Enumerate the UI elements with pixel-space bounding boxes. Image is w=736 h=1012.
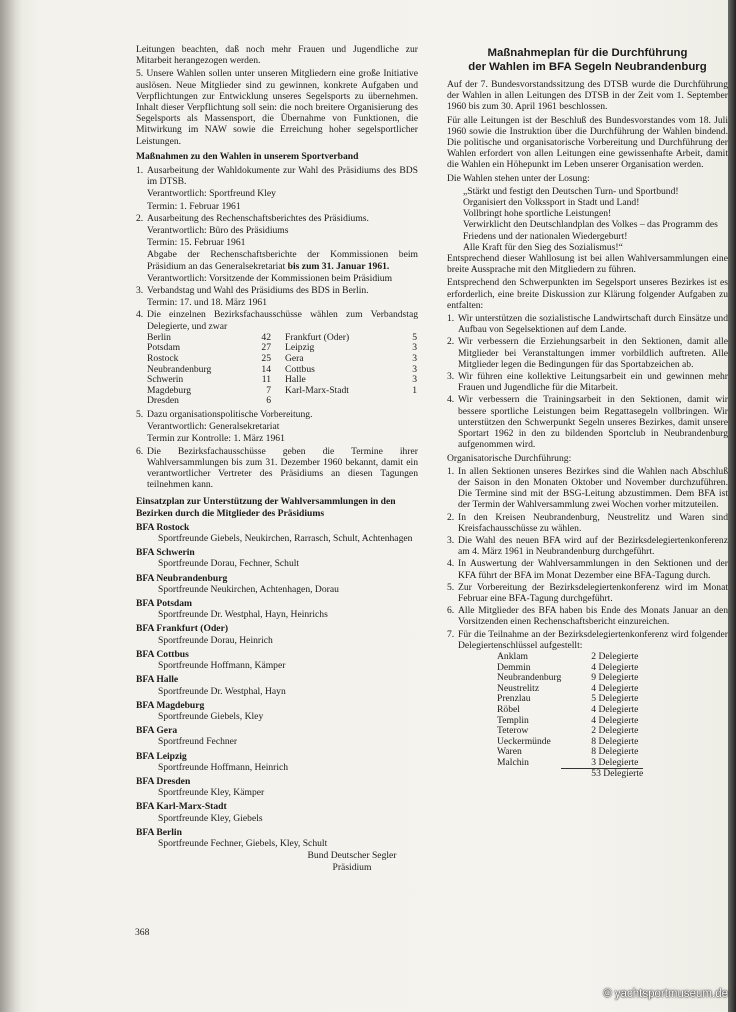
task-item: 4. Wir verbessern die Trainingsarbeit in den Sektionen, damit wir bessere sportliche Leistungen beim Regattasegeln vollbringen. Wir unterstützen den Schwerpunkt Segeln unseres Bezirkes, damit unsere Sportart 1962 in den zu bildenden Sportclub in Neubrandenburg aufgenommen wird. [447, 394, 728, 451]
bfa-name: BFA Rostock [136, 521, 190, 533]
bfa-members: Sportfreunde Giebels, Neukirchen, Rarrasch, Schult, Achtenhagen [158, 533, 413, 545]
point-5: 5. Unsere Wahlen sollen unter unseren Mitgliedern eine große Initiative auslösen. Neue Mitglieder sind zu gewinnen, konkrete Aufgaben und Verpflichtungen zur Entwicklung unseres Segelsports zu übernehmen. Inhalt dieser Verpflichtung soll sein: die noch breitere Organisierung des Segelsports als Massensport, die Übernahme von Funktionen, die Mitwirkung im NAW sowie die Erreichung hoher segelsportlicher Leistungen. [136, 68, 418, 147]
kreis-delegates: 3 Delegierte [591, 756, 639, 768]
delegates-total: 53 Delegierte [561, 769, 643, 780]
book-spine-shadow [0, 0, 22, 1012]
bfa-name: BFA Potsdam [136, 598, 193, 610]
bfa-members: Sportfreunde Hoffmann, Heinrich [158, 761, 289, 773]
bfa-name: BFA Frankfurt (Oder) [136, 623, 229, 635]
kreis-delegates: 9 Delegierte [591, 672, 639, 684]
bfa-name: BFA Neubrandenburg [136, 572, 228, 584]
bfa-members: Sportfreund Fechner [158, 736, 238, 748]
delegates-table [147, 333, 417, 407]
org-item: 4. In Auswertung der Wahlversammlungen in den Sektionen und der KFA führt der BFA im Monat Dezember eine BFA-Tagung durch. [447, 558, 728, 581]
district-name: Cottbus [285, 363, 315, 375]
district-name: Magdeburg [147, 384, 192, 396]
bfa-list [136, 522, 418, 849]
right-column [447, 44, 728, 780]
page-number: 368 [135, 927, 150, 938]
right-paragraph-5: Entsprechend den Schwerpunkten im Segelsport unseres Bezirkes ist es erforderlich, eine breite Diskussion zur Klärung folgender Aufgaben zu entfalten: [447, 277, 728, 311]
district-delegates-table [497, 652, 643, 780]
kreis-name: Waren [497, 746, 522, 758]
delegate-count: 25 [261, 353, 271, 365]
measure-3: 3. Verbandstag und Wahl des Präsidiums des BDS in Berlin. Termin: 17. und 18. März 1961 [136, 285, 369, 309]
right-title: Maßnahmeplan für die Durchführung der Wahlen im BFA Segeln Neubrandenburg [468, 47, 707, 73]
measure-5: 5. Dazu organisationspolitische Vorbereitung. Verantwortlich: Generalsekretariat Termin zur Kontrolle: 1. März 1961 [136, 409, 313, 445]
delegate-count: 1 [412, 384, 417, 396]
district-delegates-row [497, 758, 643, 769]
signature-body: Präsidium [332, 862, 372, 874]
bfa-name: BFA Gera [136, 725, 178, 737]
delegates-row [147, 386, 417, 397]
delegate-count: 6 [266, 395, 271, 407]
kreis-name: Neubrandenburg [497, 672, 562, 684]
kreis-name: Prenzlau [497, 693, 531, 705]
bfa-members: Sportfreunde Neukirchen, Achtenhagen, Dorau [158, 583, 339, 595]
measure-1: 1. Ausarbeitung der Wahldokumente zur Wahl des Präsidiums des BDS im DTSB. Verantwortlich: Sportfreund Kley Termin: 1. Februar 1961 [136, 165, 418, 212]
tasks-list [447, 313, 728, 450]
district-name [285, 396, 405, 407]
org-item: 1. In allen Sektionen unseres Bezirkes sind die Wahlen nach Abschluß der Saison in den Monaten Oktober und November durchzuführen. Die Termine sind mit der BSG-Leitung abzustimmen. Dem BFA ist der Termin der Wahlversammlung zwei Wochen vorher mitzuteilen. [447, 465, 728, 511]
bfa-name: BFA Magdeburg [136, 699, 205, 711]
measure-2: 2. Ausarbeitung des Rechenschaftsberichtes des Präsidiums. Verantwortlich: Büro des Präsidiums Termin: 15. Februar 1961 Abgabe der Rechenschaftsberichte der Kommissionen beim Präsidium an das Generalsekretariat bis zum 31. Januar 1961. Verantwortlich: Vorsitzende der Kommissionen beim Präsidium [136, 212, 418, 284]
delegate-count: 27 [261, 342, 271, 354]
slogan-line: Alle Kraft für den Sieg des Sozialismus!“ [463, 241, 623, 253]
delegate-count: 3 [412, 353, 417, 365]
task-item: 1. Wir unterstützen die sozialistische Landwirtschaft durch Einsätze und Aufbau von Segelsektionen auf dem Lande. [447, 313, 728, 336]
org-item: 6. Alle Mitglieder des BFA haben bis Ende des Monats Januar an den Vorsitzenden einen Rechenschaftsbericht einzureichen. [447, 605, 728, 628]
kreis-name: Ueckermünde [497, 735, 551, 747]
bfa-members: Sportfreunde Hoffmann, Kämper [158, 660, 286, 672]
slogan-line: „Stärkt und festigt den Deutschen Turn- und Sportbund! [463, 185, 679, 197]
kreis-delegates: 4 Delegierte [591, 682, 639, 694]
district-delegates-row [497, 705, 643, 716]
bfa-members: Sportfreunde Dr. Westphal, Hayn [158, 685, 286, 697]
org-item: 2. In den Kreisen Neubrandenburg, Neustrelitz und Waren sind Kreisfachausschüsse zu wählen. [447, 511, 728, 534]
district-name: Leipzig [285, 342, 315, 354]
delegate-count: 3 [412, 342, 417, 354]
district-name: Rostock [147, 353, 179, 365]
delegate-count: 14 [261, 363, 271, 375]
bfa-members: Sportfreunde Kley, Giebels [158, 812, 263, 824]
kreis-name: Malchin [497, 757, 529, 769]
page-edge [728, 0, 736, 1012]
district-name: Potsdam [147, 342, 181, 354]
delegates-row [147, 343, 417, 354]
delegates-row [147, 396, 417, 407]
kreis-delegates: 8 Delegierte [591, 746, 639, 758]
task-item: 3. Wir führen eine kollektive Leitungsarbeit ein und gewinnen mehr Frauen und Jugendliche für die Mitarbeit. [447, 371, 728, 394]
right-paragraph-4: Entsprechend dieser Wahllosung ist bei allen Wahlversammlungen eine breite Aussprache mit den Mitgliedern zu führen. [447, 253, 728, 276]
bfa-members: Sportfreunde Dr. Westphal, Hayn, Heinrichs [158, 609, 328, 621]
kreis-name: Anklam [497, 650, 528, 662]
delegate-count: 42 [261, 331, 271, 343]
kreis-delegates: 4 Delegierte [591, 703, 639, 715]
kreis-delegates: 4 Delegierte [591, 661, 639, 673]
measure-6: 6. Die Bezirksfachausschüsse geben die Termine ihrer Wahlversammlungen bis zum 31. Dezember 1960 bekannt, damit ein verantwortlicher Vertreter des Präsidiums an diesen Tagungen teilnehmen kann. [136, 445, 418, 491]
delegate-count: 3 [412, 374, 417, 386]
org-list [447, 466, 728, 651]
org-item: 5. Zur Vorbereitung der Bezirksdelegiertenkonferenz wird im Monat Februar eine BFA-Tagung durchgeführt. [447, 581, 728, 604]
bfa-name: BFA Schwerin [136, 547, 195, 559]
kreis-name: Röbel [497, 703, 520, 715]
org-item: 3. Die Wahl des neuen BFA wird auf der Bezirksdelegiertenkonferenz am 4. März 1961 in Neubrandenburg durchgeführt. [447, 534, 728, 558]
slogan-line: Organisiert den Volkssport in Stadt und Land! [463, 197, 640, 209]
kreis-name: Teterow [497, 725, 529, 737]
slogan-block [447, 186, 728, 253]
right-paragraph-2: Für alle Leitungen ist der Beschluß des Bundesvorstandes vom 18. Juli 1960 sowie die Instruktion über die Durchführung der Wahlen bindend. Die politische und organisatorische Vorbereitung und Durchführung der Wahlen erfordert von allen Leitungen eine gewissenhafte Arbeit, damit die Wahlen ein Höhepunkt im Leben unserer Organisation werden. [447, 114, 728, 171]
delegate-count [405, 396, 417, 407]
bfa-name: BFA Karl-Marx-Stadt [136, 801, 227, 813]
bfa-members: Sportfreunde Kley, Kämper [158, 787, 265, 799]
watermark: © yachtsportmuseum.de [603, 988, 728, 1000]
bfa-name: BFA Dresden [136, 775, 191, 787]
measures-list [136, 165, 418, 490]
left-column [136, 44, 418, 874]
bfa-members: Sportfreunde Giebels, Kley [158, 710, 264, 722]
delegates-row [147, 365, 417, 376]
measure-4: 4. Die einzelnen Bezirksfachausschüsse wählen zum Verbandstag Delegierte, und zwar Berlin 42 Frankfurt (Oder) 5 Potsdam 27 Leipzig 3 Rostock 25 Gera 3 Neubrandenburg 14 Cottbus 3 Schwerin 11 Halle 3 Magdeburg 7 Karl-Marx-Stadt 1 Dresden 6 [136, 309, 418, 407]
kreis-delegates: 2 Delegierte [591, 725, 639, 737]
bfa-members: Sportfreunde Dorau, Heinrich [158, 634, 273, 646]
kreis-delegates: 2 Delegierte [591, 650, 639, 662]
bfa-members: Sportfreunde Dorau, Fechner, Schult [158, 558, 300, 570]
kreis-delegates: 5 Delegierte [591, 693, 639, 705]
plan-heading: Einsatzplan zur Unterstützung der Wahlversammlungen in den Bezirken durch die Mitglieder des Präsidiums [136, 496, 396, 519]
district-name: Halle [285, 374, 306, 386]
right-paragraph-3: Die Wahlen stehen unter der Losung: [447, 172, 590, 184]
bfa-name: BFA Cottbus [136, 648, 189, 660]
kreis-delegates: 4 Delegierte [591, 714, 639, 726]
kreis-name: Demmin [497, 661, 531, 673]
district-name: Karl-Marx-Stadt [285, 384, 349, 396]
district-name: Dresden [147, 395, 179, 407]
slogan-line: Verwirklicht den Deutschlandplan des Volkes – das Programm des Friedens und der nationalen Wiedergeburt! [463, 219, 718, 242]
measures-heading: Maßnahmen zu den Wahlen in unserem Sportverband [136, 150, 359, 162]
delegate-count: 7 [266, 384, 271, 396]
district-name: Schwerin [147, 374, 184, 386]
delegates-row [147, 333, 417, 344]
task-item: 2. Wir verbessern die Erziehungsarbeit in den Sektionen, damit alle Mitglieder bei Veranstaltungen immer vorbildlich auftreten. Alle Mitglieder legen die Bedingungen für das Sportabzeichen ab. [447, 336, 728, 370]
district-delegates-row [497, 652, 643, 663]
district-name: Neubrandenburg [147, 363, 212, 375]
intro-continuation: Leitungen beachten, daß noch mehr Frauen und Jugendliche zur Mitarbeit herangezogen werden. [136, 44, 418, 67]
bfa-name: BFA Berlin [136, 826, 182, 838]
bfa-members: Sportfreunde Fechner, Giebels, Kley, Schult [158, 837, 328, 849]
kreis-delegates: 8 Delegierte [591, 735, 639, 747]
org-item: 7. Für die Teilnahme an der Bezirksdelegiertenkonferenz wird folgender Delegiertenschlüssel aufgestellt: [447, 628, 728, 651]
district-name: Frankfurt (Oder) [285, 331, 350, 343]
slogan-line: Vollbringt hohe sportliche Leistungen! [463, 208, 612, 220]
right-paragraph-1: Auf der 7. Bundesvorstandssitzung des DTSB wurde die Durchführung der Wahlen in allen Leitungen des DTSB in der Zeit vom 1. September 1960 bis zum 30. April 1961 beschlossen. [447, 79, 728, 113]
bfa-name: BFA Halle [136, 674, 179, 686]
kreis-name: Templin [497, 714, 529, 726]
bfa-name: BFA Leipzig [136, 750, 187, 762]
kreis-name: Neustrelitz [497, 682, 540, 694]
org-heading: Organisatorische Durchführung: [447, 452, 572, 464]
district-name: Gera [285, 353, 304, 365]
delegate-count: 5 [412, 331, 417, 343]
delegate-count: 3 [412, 363, 417, 375]
delegate-count: 11 [261, 374, 271, 386]
district-name: Berlin [147, 331, 171, 343]
signature-org: Bund Deutscher Segler [307, 850, 397, 862]
